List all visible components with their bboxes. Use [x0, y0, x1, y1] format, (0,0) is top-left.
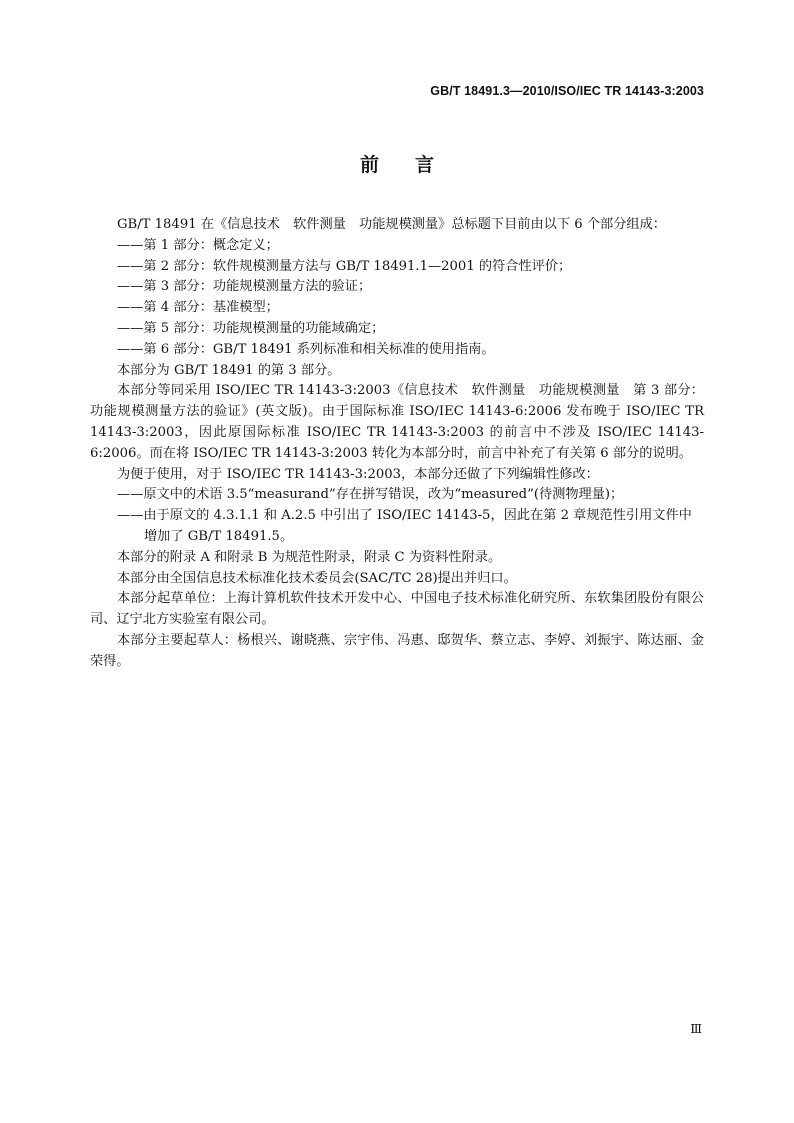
list-item-part-5: ——第 5 部分：功能规模测量的功能域确定； [117, 320, 385, 336]
paragraph-adoption: 本部分等同采用 ISO/IEC TR 14143-3:2003《信息技术 软件测量 功能规模测量 第 3 部分：功能规模测量方法的验证》(英文版)。由于国际标准 ISO/IEC 14143-6:2006 发布晚于 ISO/IEC TR 14143-3:2003，因此原国际标准 ISO/IEC TR 14143-3:2003 的前言中不涉及 ISO/IEC 14143-6:2006。而在将 ISO/IEC TR 14143-3:2003 转化为本部分时，前言中补充了有关第 6 部分的说明。 [90, 383, 704, 461]
page-title [0, 150, 794, 177]
list-item-edit-1: ——原文中的术语 3.5“measurand”存在拼写错误，改为“measured”(待测物理量)； [117, 487, 624, 503]
title-char-1: 前 [359, 154, 379, 176]
list-item-part-4: ——第 4 部分：基准模型； [117, 300, 279, 316]
paragraph-this-part: 本部分为 GB/T 18491 的第 3 部分。 [117, 362, 341, 378]
foreword-body [90, 215, 704, 673]
list-item-part-6: ——第 6 部分：GB/T 18491 系列标准和相关标准的使用指南。 [117, 341, 495, 357]
page-number: Ⅲ [690, 1022, 702, 1036]
paragraph-drafting-units: 本部分起草单位：上海计算机软件技术开发中心、中国电子技术标准化研究所、东软集团股份有限公司、辽宁北方实验室有限公司。 [90, 591, 704, 628]
list-item-part-1: ——第 1 部分：概念定义； [117, 237, 279, 253]
standard-code-header: GB/T 18491.3—2010/ISO/IEC TR 14143-3:2003 [430, 84, 704, 98]
paragraph-editorial-intro: 为便于使用，对于 ISO/IEC TR 14143-3:2003，本部分还做了下列编辑性修改： [117, 466, 599, 482]
list-item-part-3: ——第 3 部分：功能规模测量方法的验证； [117, 279, 372, 295]
title-char-2: 言 [415, 154, 435, 176]
paragraph-parts-intro: GB/T 18491 在《信息技术 软件测量 功能规模测量》总标题下目前由以下 6 个部分组成： [117, 217, 666, 232]
paragraph-drafters: 本部分主要起草人：杨根兴、谢晓燕、宗宇伟、冯惠、邸贺华、蔡立志、李婷、刘振宇、陈达丽、金荣得。 [90, 632, 704, 669]
list-item-part-2: ——第 2 部分：软件规模测量方法与 GB/T 18491.1—2001 的符合性评价； [117, 258, 572, 274]
paragraph-committee: 本部分由全国信息技术标准化技术委员会(SAC/TC 28)提出并归口。 [117, 570, 517, 586]
list-item-edit-2: ——由于原文的 4.3.1.1 和 A.2.5 中引出了 ISO/IEC 14143-5，因此在第 2 章规范性引用文件中增加了 GB/T 18491.5。 [117, 508, 692, 544]
paragraph-annexes: 本部分的附录 A 和附录 B 为规范性附录，附录 C 为资料性附录。 [117, 549, 502, 565]
